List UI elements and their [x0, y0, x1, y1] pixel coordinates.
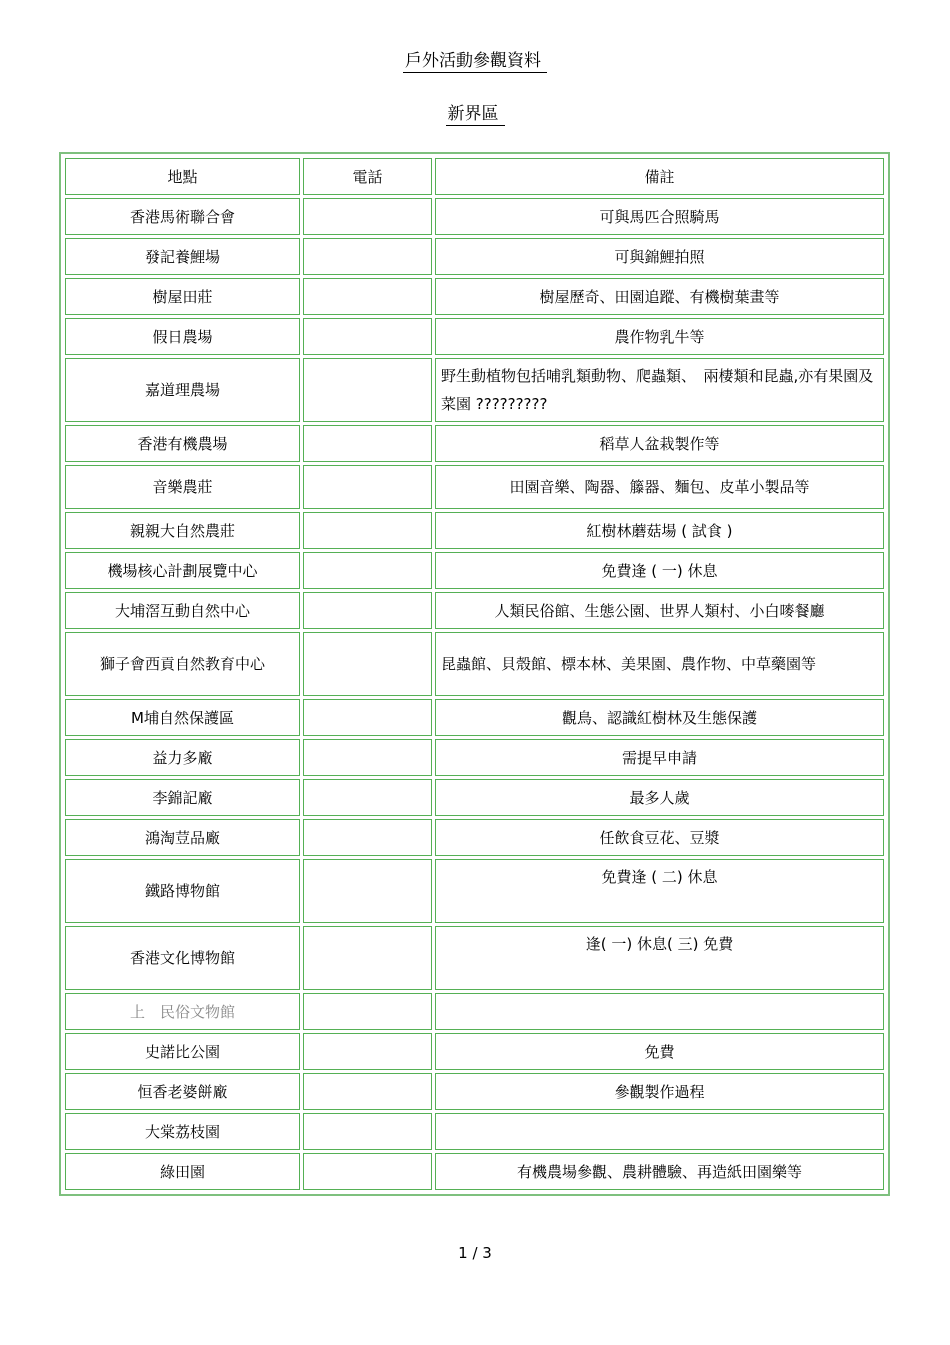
row-note: 昆蟲館、貝殼館、標本林、美果園、農作物、中草藥園等 — [435, 632, 884, 696]
row-phone — [303, 859, 432, 923]
table-row — [65, 1073, 884, 1110]
table-row — [65, 358, 884, 422]
row-location: 史諾比公園 — [65, 1033, 300, 1070]
header-phone: 電話 — [303, 158, 432, 195]
row-note — [435, 993, 884, 1030]
row-location: 音樂農莊 — [65, 465, 300, 509]
row-phone — [303, 632, 432, 696]
row-note: 觀鳥、認識紅樹林及生態保護 — [435, 699, 884, 736]
table-row — [65, 859, 884, 923]
row-phone — [303, 318, 432, 355]
row-location: 大棠荔枝園 — [65, 1113, 300, 1150]
table-row — [65, 739, 884, 776]
row-location: 鐵路博物館 — [65, 859, 300, 923]
row-note: 紅樹林蘑菇場 ( 試食 ) — [435, 512, 884, 549]
row-location: 恒香老婆餅廠 — [65, 1073, 300, 1110]
row-note: 最多人歲 — [435, 779, 884, 816]
row-note: 任飲食豆花、豆漿 — [435, 819, 884, 856]
row-phone — [303, 779, 432, 816]
row-location: 益力多廠 — [65, 739, 300, 776]
row-note: 野生動植物包括哺乳類動物、爬蟲類、 兩棲類和昆蟲,亦有果園及菜園 ????????? — [435, 358, 884, 422]
row-note: 農作物乳牛等 — [435, 318, 884, 355]
row-phone — [303, 592, 432, 629]
row-phone — [303, 1033, 432, 1070]
table-header-row — [65, 158, 884, 195]
table-row — [65, 699, 884, 736]
row-note: 需提早申請 — [435, 739, 884, 776]
row-phone — [303, 552, 432, 589]
row-note: 免費 — [435, 1033, 884, 1070]
table-row — [65, 926, 884, 990]
row-location: 香港文化博物館 — [65, 926, 300, 990]
row-location: 上 民俗文物館 — [65, 993, 300, 1030]
row-note: 田園音樂、陶器、籐器、麵包、皮革小製品等 — [435, 465, 884, 509]
row-location: 發記養鯉場 — [65, 238, 300, 275]
row-note: 參觀製作過程 — [435, 1073, 884, 1110]
row-location: 鴻淘荳品廠 — [65, 819, 300, 856]
row-location: 大埔滘互動自然中心 — [65, 592, 300, 629]
row-phone — [303, 465, 432, 509]
table-row — [65, 198, 884, 235]
row-note: 人類民俗館、生態公園、世界人類村、小白嘜餐廳 — [435, 592, 884, 629]
row-location: M埔自然保護區 — [65, 699, 300, 736]
row-location: 機場核心計劃展覽中心 — [65, 552, 300, 589]
row-location: 香港有機農場 — [65, 425, 300, 462]
row-phone — [303, 699, 432, 736]
table-row — [65, 238, 884, 275]
row-phone — [303, 1073, 432, 1110]
table-row — [65, 318, 884, 355]
row-note: 免費逢 ( 二) 休息 — [435, 859, 884, 923]
row-location: 獅子會西貢自然教育中心 — [65, 632, 300, 696]
row-note: 樹屋歷奇、田園追蹤、有機樹葉畫等 — [435, 278, 884, 315]
row-phone — [303, 238, 432, 275]
table-row — [65, 552, 884, 589]
table-row — [65, 993, 884, 1030]
row-location: 親親大自然農莊 — [65, 512, 300, 549]
row-note: 稻草人盆栽製作等 — [435, 425, 884, 462]
venue-table — [59, 152, 890, 1196]
row-phone — [303, 926, 432, 990]
header-location: 地點 — [65, 158, 300, 195]
row-phone — [303, 358, 432, 422]
row-note: 可與馬匹合照騎馬 — [435, 198, 884, 235]
row-phone — [303, 512, 432, 549]
table-row — [65, 1153, 884, 1190]
table-row — [65, 278, 884, 315]
row-phone — [303, 425, 432, 462]
table-row — [65, 1033, 884, 1070]
row-location: 綠田園 — [65, 1153, 300, 1190]
document-subtitle: 新界區 — [0, 103, 950, 125]
row-location: 假日農場 — [65, 318, 300, 355]
row-phone — [303, 993, 432, 1030]
row-note: 逢( 一) 休息( 三) 免費 — [435, 926, 884, 990]
row-note — [435, 1113, 884, 1150]
row-note: 可與錦鯉拍照 — [435, 238, 884, 275]
row-phone — [303, 198, 432, 235]
table-row — [65, 632, 884, 696]
document-title: 戶外活動參觀資料 — [0, 50, 950, 72]
row-phone — [303, 819, 432, 856]
table-row — [65, 465, 884, 509]
row-location: 李錦記廠 — [65, 779, 300, 816]
row-location: 樹屋田莊 — [65, 278, 300, 315]
row-location: 香港馬術聯合會 — [65, 198, 300, 235]
table-row — [65, 779, 884, 816]
table-row — [65, 592, 884, 629]
table-row — [65, 819, 884, 856]
row-phone — [303, 739, 432, 776]
page-number: 1 / 3 — [458, 1244, 492, 1262]
header-note: 備註 — [435, 158, 884, 195]
table-row — [65, 425, 884, 462]
table-row — [65, 512, 884, 549]
table-row — [65, 1113, 884, 1150]
row-phone — [303, 1113, 432, 1150]
row-note: 有機農場參觀、農耕體驗、再造紙田園樂等 — [435, 1153, 884, 1190]
row-note: 免費逢 ( 一) 休息 — [435, 552, 884, 589]
row-location: 嘉道理農場 — [65, 358, 300, 422]
row-phone — [303, 1153, 432, 1190]
row-phone — [303, 278, 432, 315]
